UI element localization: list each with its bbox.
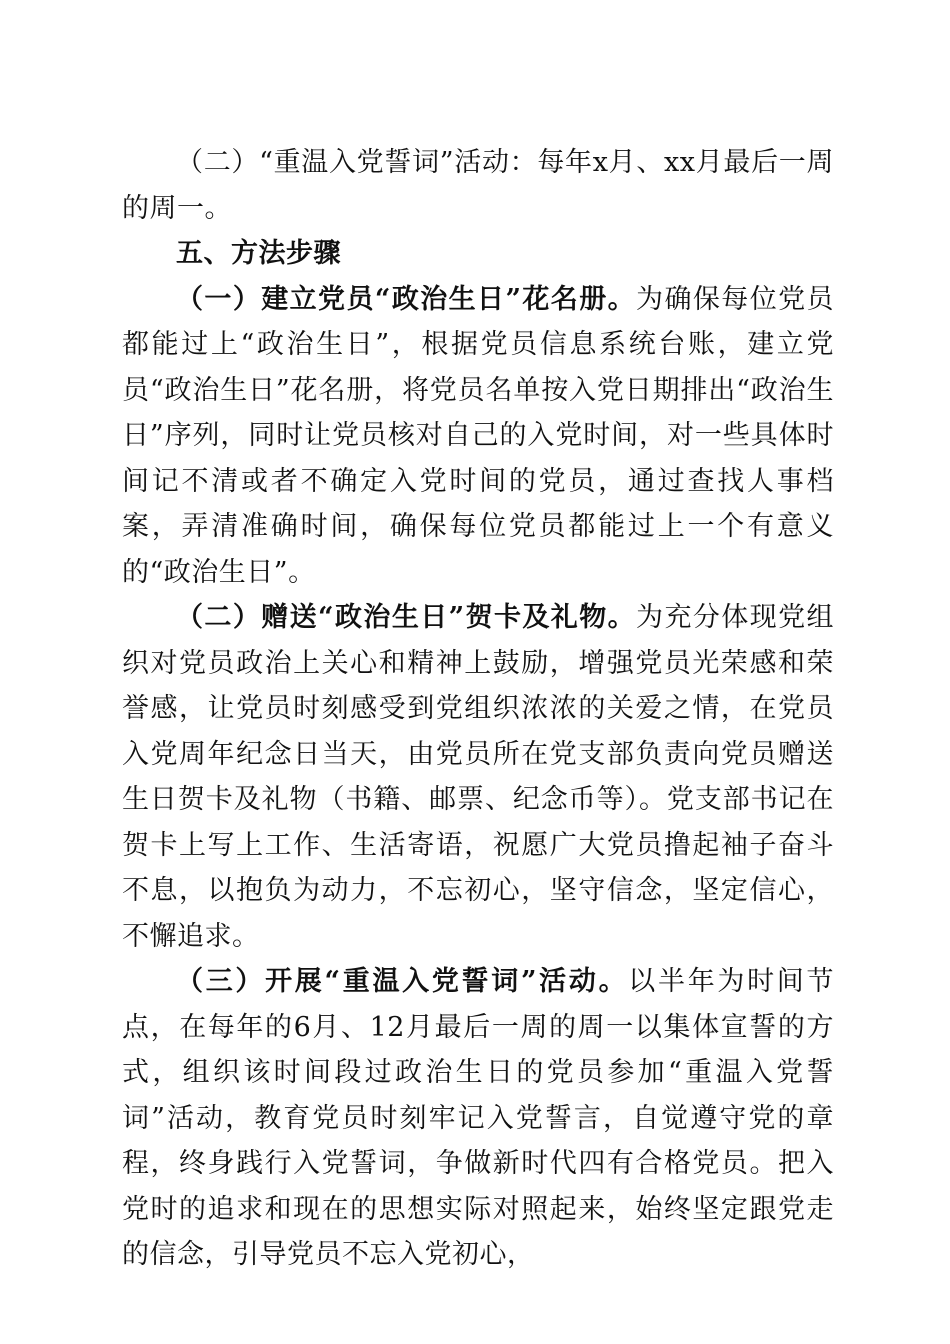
section-heading-text: 五、方法步骤 — [176, 238, 341, 269]
paragraph-text: 为充分体现党组织对党员政治上关心和精神上鼓励，增强党员光荣感和荣誉感，让党员时刻感受到党组织浓浓的关爱之情，在党员入党周年纪念日当天，由党员所在党支部负责向党员赠送生日贺卡及礼物（书籍、邮票、纪念币等）。党支部书记在贺卡上写上工作、生活寄语，祝愿广大党员撸起袖子奋斗不息，以抱负为动力，不忘初心，坚守信念，坚定信心，不懈追求。 — [122, 602, 835, 952]
paragraph-roster — [122, 277, 834, 596]
paragraph-gifts — [122, 595, 834, 959]
paragraph-lead: （二）赠送“政治生日”贺卡及礼物。 — [176, 602, 637, 633]
paragraph-renew-oath-schedule — [122, 140, 834, 231]
paragraph-lead: （一）建立党员“政治生日”花名册。 — [176, 283, 637, 315]
document-body — [122, 140, 834, 1278]
paragraph-oath-activity — [122, 959, 834, 1278]
section-heading-methods — [122, 231, 834, 277]
paragraph-lead: （三）开展“重温入党誓词”活动。 — [176, 966, 629, 997]
paragraph-text: 为确保每位党员都能过上“政治生日”，根据党员信息系统台账，建立党员“政治生日”花名册，将党员名单按入党日期排出“政治生日”序列，同时让党员核对自己的入党时间，对一些具体时间记不清或者不确定入党时间的党员，通过查找人事档案，弄清准确时间，确保每位党员都能过上一个有意义的“政治生日”。 — [122, 283, 835, 588]
paragraph-text: 以半年为时间节点，在每年的6月、12月最后一周的周一以集体宣誓的方式，组织该时间段过政治生日的党员参加“重温入党誓词”活动，教育党员时刻牢记入党誓言，自觉遵守党的章程，终身践行入党誓词，争做新时代四有合格党员。把入党时的追求和现在的思想实际对照起来，始终坚定跟党走的信念，引导党员不忘入党初心， — [122, 966, 835, 1270]
paragraph-text: （二）“重温入党誓词”活动：每年x月、xx月最后一周的周一。 — [122, 147, 834, 224]
